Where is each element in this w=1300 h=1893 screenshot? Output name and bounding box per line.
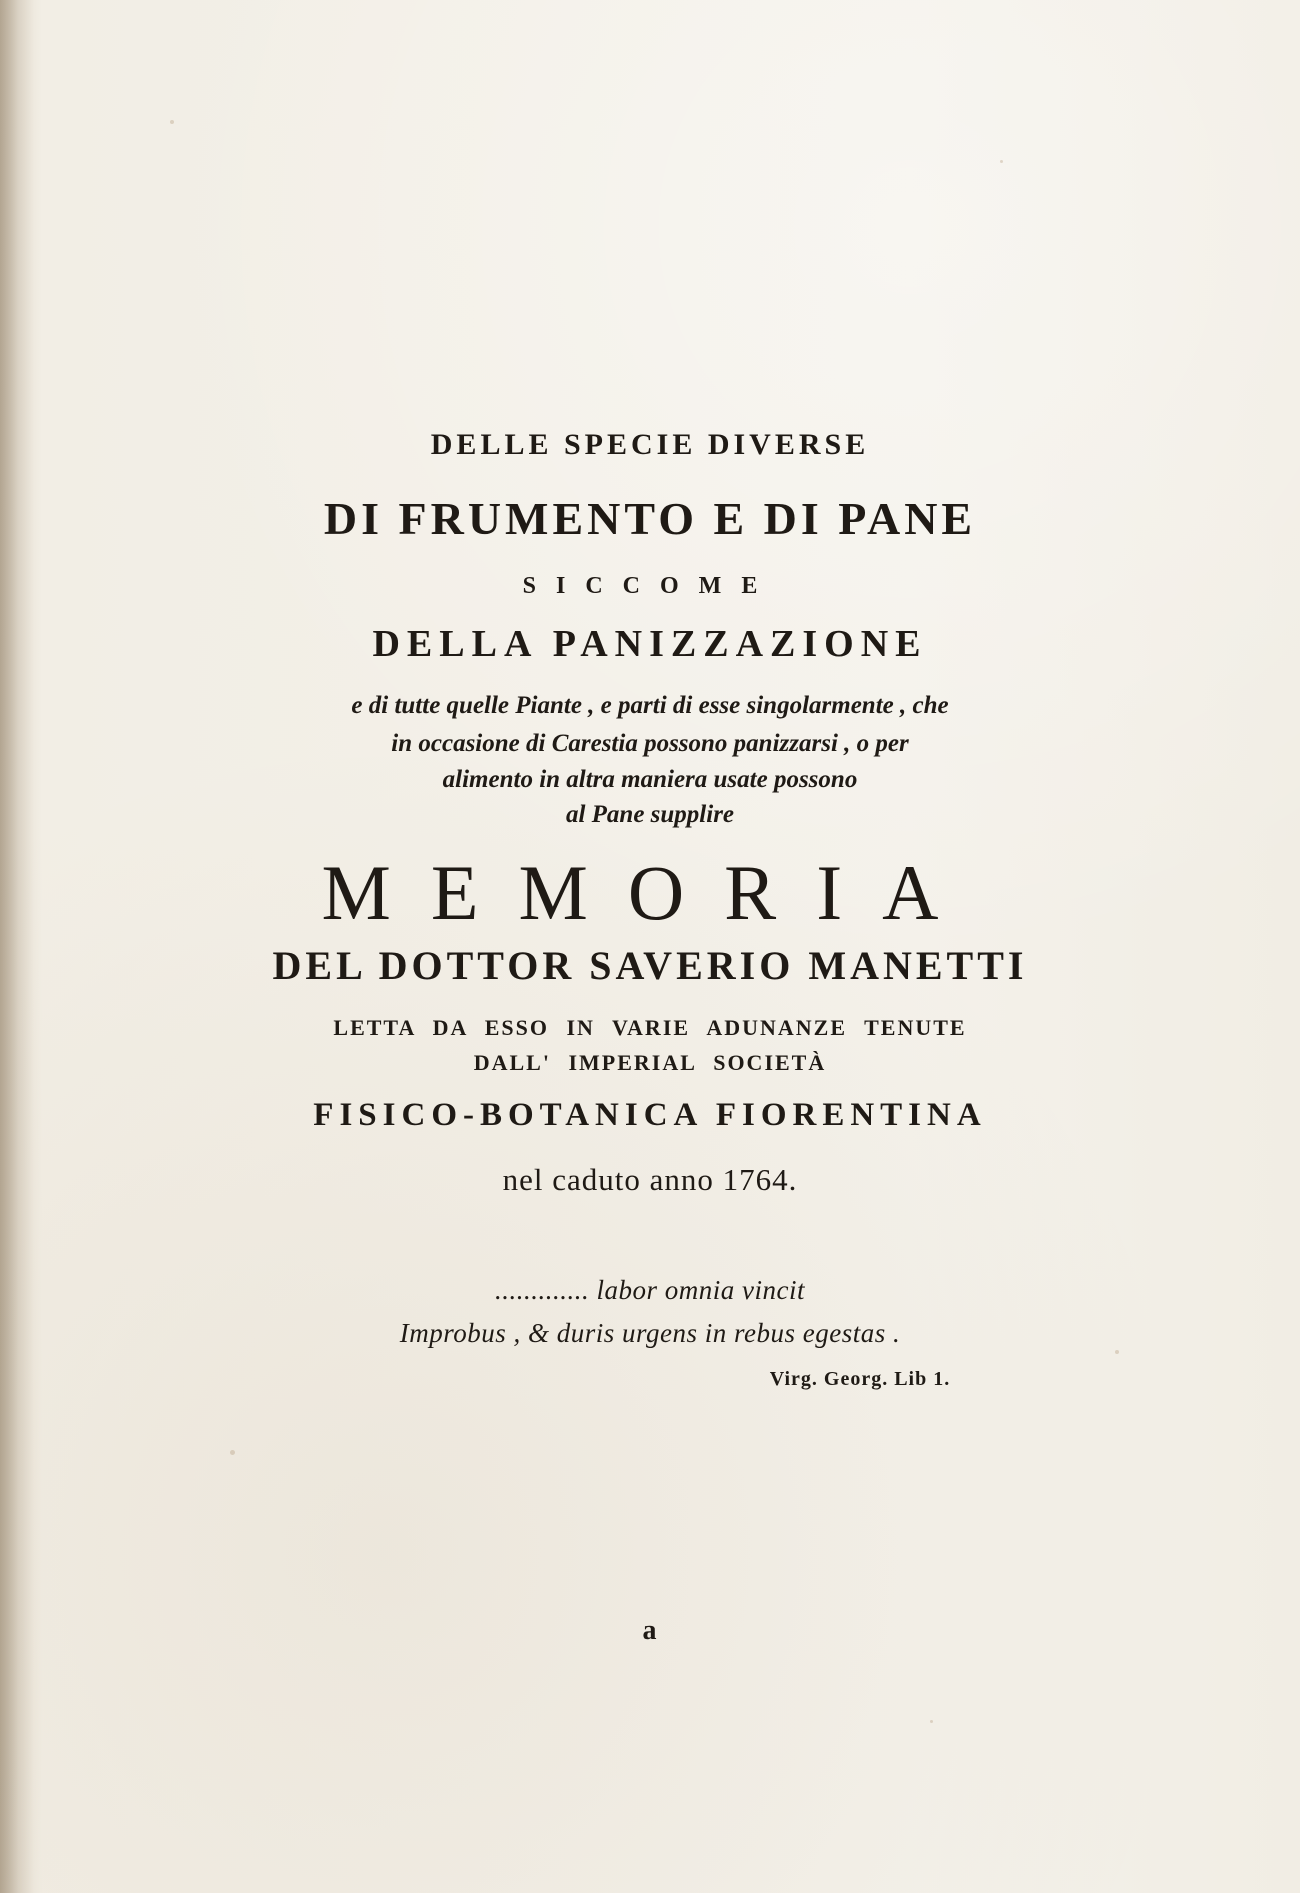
title-line-1: DELLE SPECIE DIVERSE (430, 428, 870, 461)
page-signature: a (642, 1615, 658, 1646)
paper-speck (170, 120, 174, 124)
subtitle-line-2: in occasione di Carestia possono panizzarsi , o per (391, 730, 909, 757)
subtitle-line-1: e di tutte quelle Piante , e parti di esse singolarmente , che (351, 692, 949, 719)
subtitle-line-3: alimento in altra maniera usate possono (442, 766, 858, 793)
memoria-heading: MEMORIA (321, 849, 979, 936)
paper-speck (1000, 160, 1003, 163)
paper-speck (230, 1450, 235, 1455)
reading-line-1: LETTA DA ESSO IN VARIE ADUNANZE TENUTE (333, 1015, 967, 1040)
quote-line-2: Improbus , & duris urgens in rebus egestas . (399, 1318, 901, 1348)
title-line-2: DI FRUMENTO E DI PANE (323, 493, 977, 544)
quote-source: Virg. Georg. Lib 1. (769, 1368, 951, 1390)
title-line-3: SICCOME (522, 573, 778, 599)
subtitle-line-4: al Pane supplire (565, 801, 735, 828)
reading-line-2: DALL' IMPERIAL SOCIETÀ (473, 1050, 827, 1075)
author-line: DEL DOTTOR SAVERIO MANETTI (272, 943, 1028, 988)
title-line-4: DELLA PANIZZAZIONE (372, 623, 928, 665)
paper-speck (930, 1720, 933, 1723)
date-line: nel caduto anno 1764. (502, 1162, 798, 1197)
quote-line-1: ............. labor omnia vincit (495, 1275, 805, 1305)
society-line: FISICO-BOTANICA FIORENTINA (313, 1097, 987, 1133)
